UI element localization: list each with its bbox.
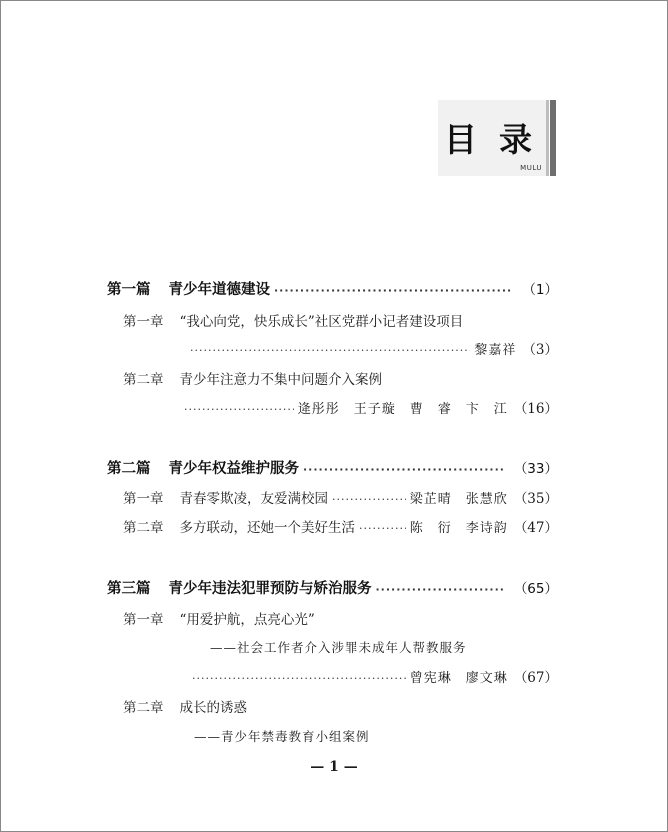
section-number: 第一篇 [107,282,151,298]
section-title: 青少年道德建设 [168,282,270,298]
toc-chapter-3-2-subtitle [194,727,370,745]
page-number: （35） [513,491,558,507]
toc-chapter-1-2-authors-line [180,397,558,417]
section-title: 青少年权益维护服务 [168,461,299,477]
toc-chapter-1-1[interactable] [123,310,463,330]
chapter-number: 第一章 [123,491,164,507]
chapter-number: 第二章 [123,520,164,536]
page-number: （47） [513,520,558,536]
chapter-subtitle: ——社会工作者介入涉罪未成年人帮教服务 [210,640,467,655]
chapter-number: 第一章 [123,314,164,330]
toc-section-1[interactable] [107,278,558,299]
chapter-title: “用爱护航，点亮心光” [179,612,315,628]
dot-leader [184,403,294,416]
chapter-number: 第一章 [123,612,164,628]
page-folio: — 1 — [310,759,358,775]
toc-title-block [438,100,556,176]
dot-leader [274,284,512,297]
chapter-authors: 陈 衍 李诗韵 [409,521,508,536]
chapter-authors: 曾宪琳 廖文琳 [409,671,508,686]
page-number: （67） [513,670,558,686]
chapter-authors: 黎嘉祥 [474,343,517,358]
toc-chapter-1-1-authors-line [186,338,558,358]
toc-chapter-3-2[interactable] [123,696,247,716]
dot-leader [192,672,406,685]
page-title-pinyin: MULU [520,164,542,172]
toc-chapter-3-1-authors-line [188,666,558,686]
toc-chapter-1-2[interactable] [123,368,382,388]
chapter-title: 青少年注意力不集中问题介入案例 [179,372,382,388]
dot-leader [303,463,504,476]
toc-section-2[interactable] [107,457,558,478]
chapter-number: 第二章 [123,700,164,716]
page-number: （3） [522,342,558,358]
chapter-title: 青春零欺凌，友爱满校园 [179,491,328,507]
chapter-title: “我心向党，快乐成长”社区党群小记者建设项目 [179,314,464,330]
section-number: 第三篇 [107,581,151,597]
chapter-subtitle: ——青少年禁毒教育小组案例 [194,729,370,744]
chapter-title: 成长的诱惑 [179,700,247,716]
dot-leader [376,583,504,596]
section-number: 第二篇 [107,461,151,477]
chapter-number: 第二章 [123,372,164,388]
toc-chapter-3-1-subtitle [210,638,467,656]
toc-chapter-2-1[interactable] [123,487,558,507]
page-number: （65） [513,581,558,597]
page-number: （1） [522,282,558,298]
chapter-authors: 梁芷晴 张慧欣 [409,492,508,507]
dot-leader [359,522,406,535]
page-number: （33） [513,461,558,477]
chapter-authors: 逄彤彤 王子璇 曹 睿 卞 江 [297,402,508,417]
toc-chapter-3-1[interactable] [123,608,315,628]
toc-section-3[interactable] [107,577,558,598]
page-title: 目录 [444,120,554,159]
toc-chapter-2-2[interactable] [123,516,558,536]
page-number: （16） [513,401,558,417]
dot-leader [190,344,470,357]
section-title: 青少年违法犯罪预防与矫治服务 [168,581,372,597]
dot-leader [332,493,406,506]
chapter-title: 多方联动，还她一个美好生活 [179,520,355,536]
